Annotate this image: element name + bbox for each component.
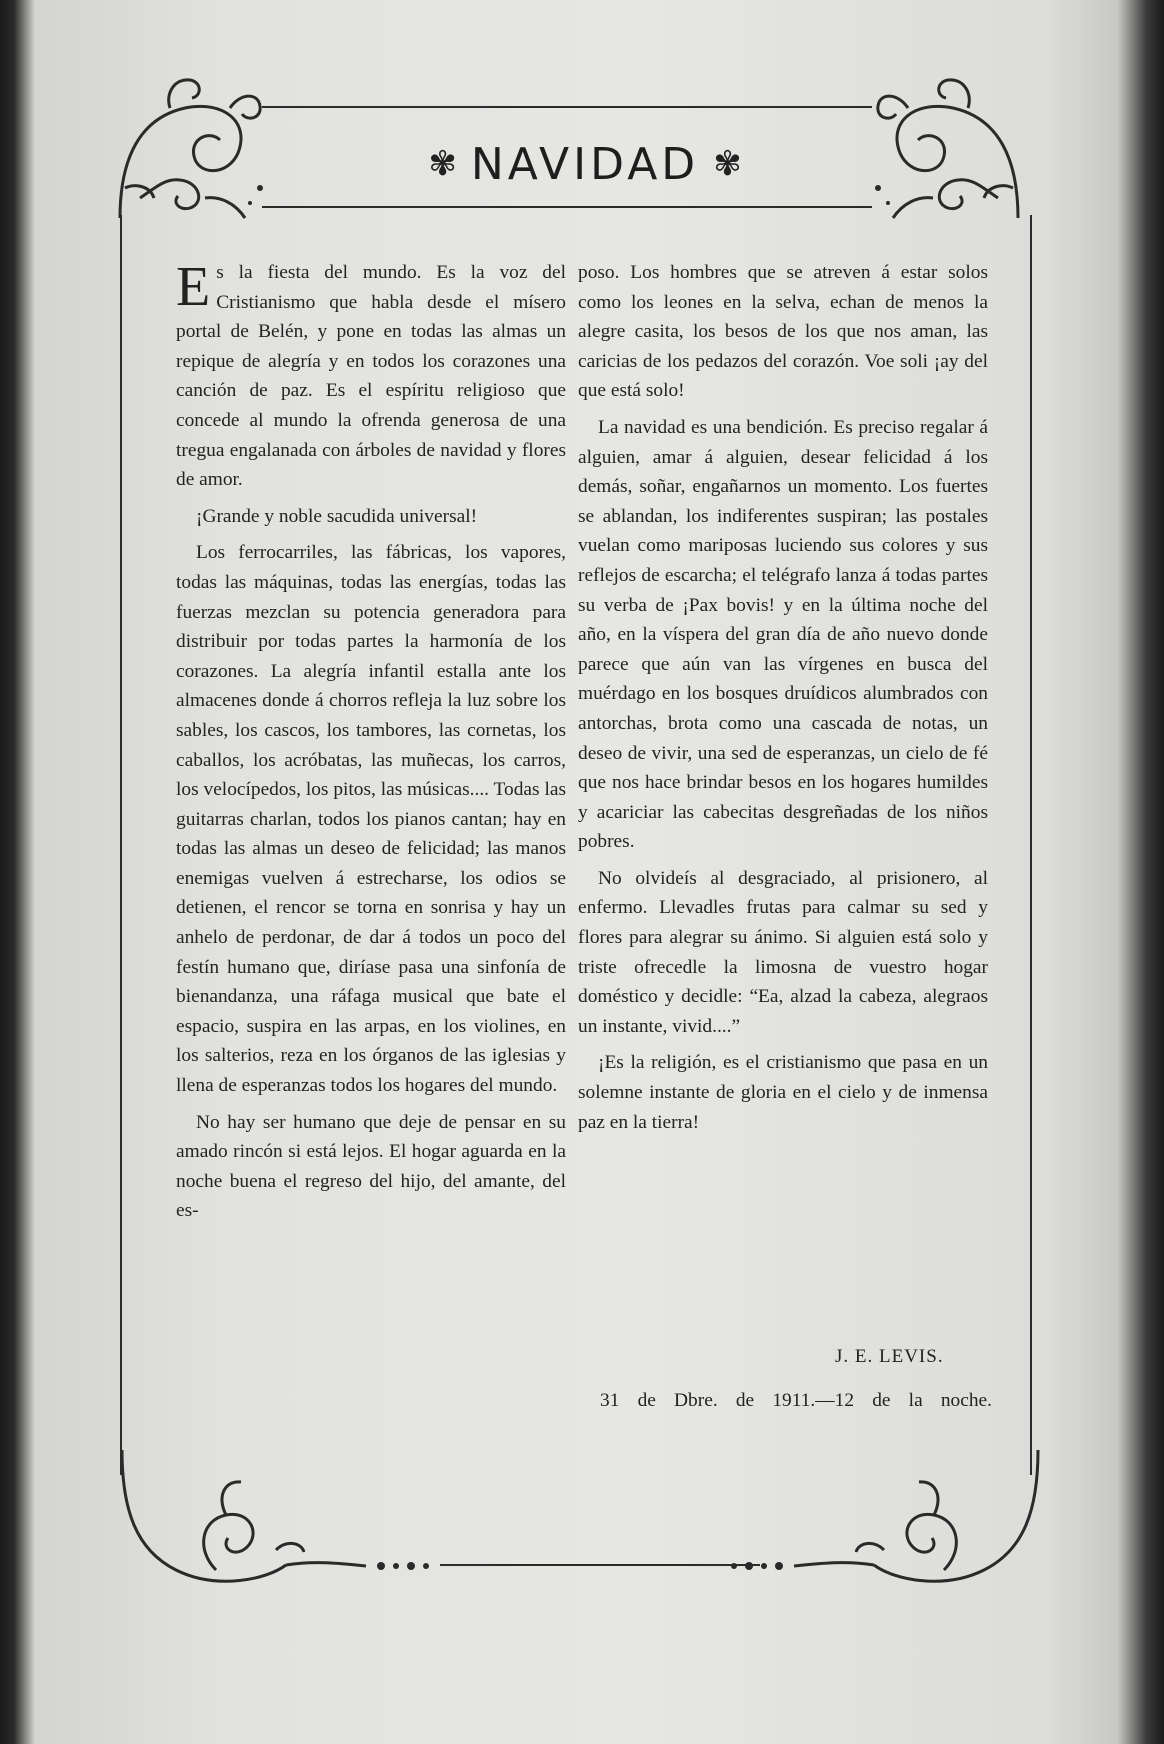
dateline: 31 de Dbre. de 1911.—12 de la noche. xyxy=(600,1390,992,1411)
page-title: NAVIDAD xyxy=(470,138,700,190)
ornament-top-right xyxy=(868,68,1028,228)
paragraph xyxy=(176,258,566,495)
frame-left-line xyxy=(120,215,122,1475)
paragraph: ¡Es la religión, es el cristianismo que pasa en un solemne instante de gloria en el cielo y de inmensa paz en la tierra! xyxy=(578,1052,988,1133)
title-rule-top xyxy=(262,106,872,108)
paragraph: poso. Los hombres que se atreven á estar solos como los leones en la selva, echan de menos la alegre casita, los besos de los que nos aman, las caricias de los pedazos del corazón. Voe soli ¡ay del que está solo! xyxy=(578,262,988,402)
ornament-top-left xyxy=(110,68,270,228)
drop-cap: E xyxy=(176,256,211,318)
paragraph: Los ferrocarriles, las fábricas, los vapores, todas las máquinas, todas las energías, todas las fuerzas mezclan su potencia generadora para distribuir por todas partes la harmonía de los corazones. La alegría infantil estalla ante los almacenes donde á chorros refleja la luz sobre los sables, los cascos, los tambores, las cornetas, los caballos, los acróbatas, las muñecas, los carros, los velocípedos, los pitos, las músicas.... Todas las guitarras charlan, todos los pianos cantan; hay en todas las almas un deseo de felicidad; las manos enemigas vuelven á estrecharse, los odios se detienen, el rencor se torna en sonrisa y hay un anhelo de perdonar, de dar á todos un poco del festín humano que, diríase pasa una sinfonía de bienandanza, una ráfaga musical que bate el espacio, suspira en las arpas, en los violines, en los salterios, reza en los órganos de las iglesias y llena de esperanzas todos los hogares del mundo. xyxy=(176,542,566,1097)
left-column xyxy=(176,258,566,1226)
fleuron-icon: ✾ xyxy=(713,144,742,184)
right-column xyxy=(578,258,988,1137)
title-block xyxy=(380,134,790,194)
paragraph: La navidad es una bendición. Es preciso regalar á alguien, amar á alguien, desear felicidad á los demás, soñar, engañarnos un momento. Los fuertes se ablandan, los indiferentes suspiran; las postales vuelan como mariposas luciendo sus colores y sus reflejos de escarcha; el telégrafo lanza á todas partes su verba de ¡Pax bovis! y en la última noche del año, en la víspera del gran día de año nuevo donde parece que aún van las vírgenes en busca del muérdago en los bosques druídicos alumbrados con antorchas, brota como una cascada de notas, un deseo de vivir, una sed de esperanzas, un cielo de fé que nos hace brindar besos en los hogares humildes y acariciar las cabecitas desgreñadas de los niños pobres. xyxy=(578,416,988,853)
frame-right-line xyxy=(1030,215,1032,1475)
fleuron-icon: ✾ xyxy=(428,144,457,184)
paragraph: No hay ser humano que deje de pensar en su amado rincón si está lejos. El hogar aguarda en la noche buena el regreso del hijo, del amante, del es- xyxy=(176,1111,566,1222)
author-signature: J. E. LEVIS. xyxy=(835,1346,944,1367)
ornament-bottom-right xyxy=(704,1440,1044,1600)
title-rule-bottom xyxy=(262,206,872,208)
ornament-bottom-left xyxy=(116,1440,456,1600)
paragraph: ¡Grande y noble sacudida universal! xyxy=(196,505,478,527)
paragraph: No olvideís al desgraciado, al prisionero, al enfermo. Llevadles frutas para calmar su sed y flores para alegrar su ánimo. Si alguien está solo y triste ofrecedle la limosna de vuestro hogar doméstico y decidle: “Ea, alzad la cabeza, alegraos un instante, vivid....” xyxy=(578,867,988,1037)
paragraph-text: s la fiesta del mundo. Es la voz del Cristianismo que habla desde el mísero portal de Belén, y pone en todas las almas un repique de alegría y en todos los corazones una canción de paz. Es el espíritu religioso que concede al mundo la ofrenda generosa de una tregua engalanada con árboles de navidad y flores de amor. xyxy=(176,262,566,491)
